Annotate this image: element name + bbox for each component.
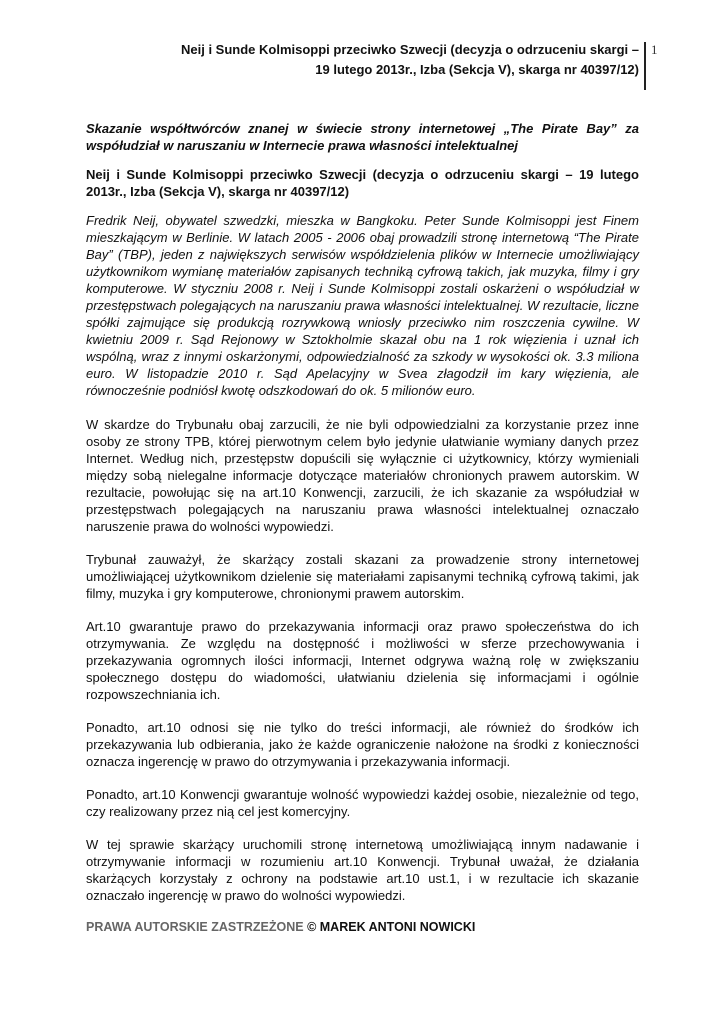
header-divider: [644, 42, 646, 90]
running-header: [150, 40, 639, 80]
copyright-footer: [86, 920, 475, 934]
header-line-2: 19 lutego 2013r., Izba (Sekcja V), skarga nr 40397/12): [315, 62, 639, 77]
paragraph-complaint: W skardze do Trybunału obaj zarzucili, że nie byli odpowiedzialni za korzystanie przez inne osoby ze strony TPB, której pierwotnym celem było jedynie ułatwianie wymiany danych przez Internet. Według nich, przestępstw dopuścili się wyłącznie ci użytkownicy, którzy wymieniali między sobą nielegalne informacje dotyczące materiałów chronionych prawem autorskim. W rezultacie, powołując się na art.10 Konwencji, zarzucili, że ich skazanie za współudział w przestępstwach polegających na naruszaniu prawa własności intelektualnej oznaczało naruszenie prawa do wolności wypowiedzi.: [86, 417, 639, 534]
paragraph-commercial-purpose: Ponadto, art.10 Konwencji gwarantuje wolność wypowiedzi każdej osobie, niezależnie od tego, czy realizowany przez nią cel jest komercyjny.: [86, 787, 639, 819]
case-summary: Fredrik Neij, obywatel szwedzki, mieszka w Bangkoku. Peter Sunde Kolmisoppi jest Finem mieszkającym w Berlinie. W latach 2005 - 2006 obaj prowadzili stronę internetową “The Pirate Bay” (TBP), jeden z największych serwisów współdzielenia plików w Internecie umożliwiający użytkownikom wymianę materiałów zapisanych techniką cyfrową takich, jak muzyka, filmy i gry komputerowe. W styczniu 2008 r. Neij i Sunde Kolmisoppi zostali oskarżeni o współudział w przestępstwach polegających na naruszaniu prawa własności intelektualnej. W rezultacie, liczne spółki zajmujące się produkcją rozrywkową wniosły przeciwko nim roszczenia cywilne. W kwietniu 2009 r. Sąd Rejonowy w Sztokholmie skazał obu na 1 rok więzienia i uznał ich wspólną, wraz z innymi oskarżonymi, odpowiedzialność za szkody w wysokości ok. 3.3 miliona euro. W listopadzie 2010 r. Sąd Apelacyjny w Svea złagodził im kary więzienia, ale równocześnie podniósł kwotę odszkodowań do ok. 5 milionów euro.: [86, 213, 639, 398]
paragraph-art10-guarantee: Art.10 gwarantuje prawo do przekazywania informacji oraz prawo społeczeństwa do ich otrzymywania. Ze względu na dostępność i możliwości w sferze przechowywania i przekazywania ogromnych ilości informacji, Internet odgrywa ważną rolę w zwiększaniu społecznego dostępu do wiadomości, ułatwianiu dzielenia się informacjami i ogólnie rozpowszechniania ich.: [86, 619, 639, 702]
header-line-1: Neij i Sunde Kolmisoppi przeciwko Szwecji (decyzja o odrzuceniu skargi –: [180, 42, 639, 57]
page-number: 1: [651, 42, 658, 57]
paragraph-means-of-transmission: Ponadto, art.10 odnosi się nie tylko do treści informacji, ale również do środków ich przekazywania lub odbierania, jako że każde ograniczenie nałożone na środki z konieczności oznacza ingerencję w prawo do otrzymywania i przekazywania informacji.: [86, 720, 639, 769]
copyright-notice: PRAWA AUTORSKIE ZASTRZEŻONE: [86, 920, 304, 934]
paragraph-conclusion: W tej sprawie skarżący uruchomili stronę internetową umożliwiającą innym nadawanie i otrzymywanie informacji w rozumieniu art.10 Konwencji. Trybunał uważał, że działania skarżących korzystały z ochrony na podstawie art.10 ust.1, i w rezultacie ich skazanie oznaczało ingerencję w prawo do wolności wypowiedzi.: [86, 837, 639, 903]
case-citation: Neij i Sunde Kolmisoppi przeciwko Szwecji (decyzja o odrzuceniu skargi – 19 lutego 2013r., Izba (Sekcja V), skarga nr 40397/12): [86, 167, 639, 199]
document-title: Skazanie współtwórców znanej w świecie strony internetowej „The Pirate Bay” za współudział w naruszaniu w Internecie prawa własności intelektualnej: [86, 121, 639, 153]
copyright-owner: © MAREK ANTONI NOWICKI: [303, 920, 476, 934]
paragraph-court-observation: Trybunał zauważył, że skarżący zostali skazani za prowadzenie strony internetowej umożliwiającej użytkownikom dzielenie się materiałami zapisanymi techniką cyfrową takimi, jak filmy, muzyka i gry komputerowe, chronionymi prawem autorskim.: [86, 552, 639, 601]
document-body: [86, 120, 639, 920]
